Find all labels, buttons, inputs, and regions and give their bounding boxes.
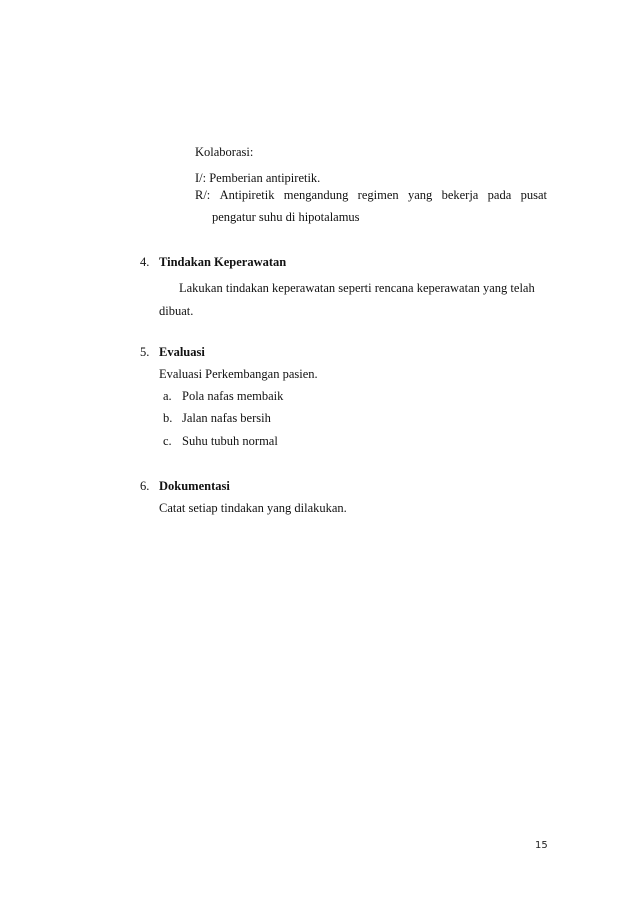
list-item: Pola nafas membaik [182,389,284,403]
section-6-title: Dokumentasi [159,479,230,493]
section-5-intro: Evaluasi Perkembangan pasien. [159,367,318,381]
list-item: Jalan nafas bersih [182,411,271,425]
rationale-word: mengandung [283,188,349,202]
list-item: Suhu tubuh normal [182,434,278,448]
section-6-text: Catat setiap tindakan yang dilakukan. [159,501,347,515]
rationale-word: yang [407,188,433,202]
rationale-word: pusat [520,188,547,202]
rationale-word: pada [487,188,512,202]
kolaborasi-intervention: I/: Pemberian antipiretik. [195,171,321,185]
page-number: 15 [535,840,548,851]
section-5-number: 5. [140,345,150,359]
section-4-paragraph-line-1: Lakukan tindakan keperawatan seperti rencana keperawatan yang telah [179,281,535,295]
list-item-marker: a. [163,389,172,403]
section-4-paragraph-line-2: dibuat. [159,304,194,318]
section-6-number: 6. [140,479,150,493]
rationale-word: Antipiretik [219,188,275,202]
rationale-word: bekerja [441,188,479,202]
section-4-title: Tindakan Keperawatan [159,255,287,269]
kolaborasi-rationale-continuation: pengatur suhu di hipotalamus [212,210,360,224]
list-item-marker: b. [163,411,173,425]
rationale-word: R/: [195,188,211,202]
section-4-number: 4. [140,255,150,269]
kolaborasi-rationale [195,188,547,203]
section-5-title: Evaluasi [159,345,205,359]
list-item-marker: c. [163,434,172,448]
rationale-word: regimen [357,188,399,202]
kolaborasi-heading: Kolaborasi: [195,145,254,159]
